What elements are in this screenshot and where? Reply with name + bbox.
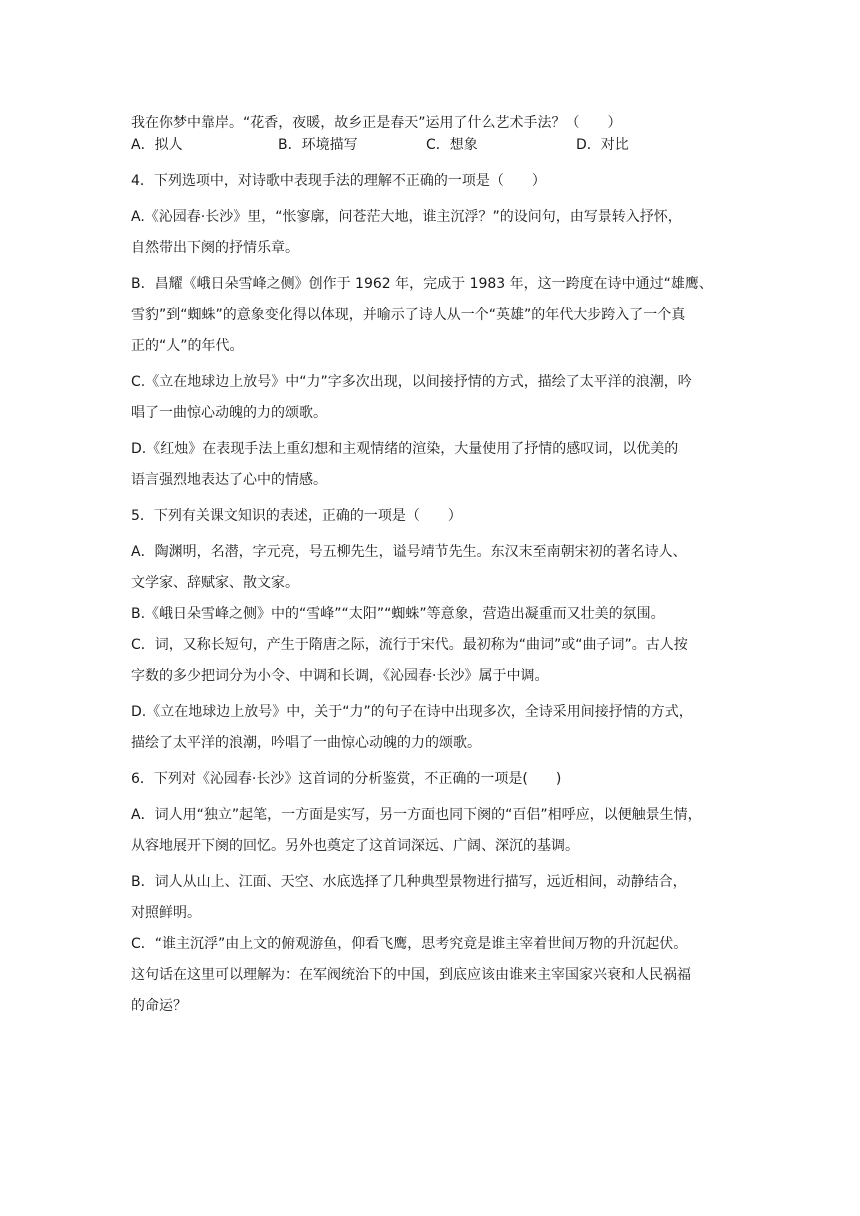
question-4-option-c-line-2: 唱了一曲惊心动魄的力的颂歌。 xyxy=(131,405,327,421)
document-page xyxy=(131,112,729,1017)
question-5-option-a-line-1: A．陶渊明，名潜，字元亮，号五柳先生，谥号靖节先生。东汉末至南朝宋初的著名诗人、 xyxy=(131,544,687,560)
question-4-option-a-line-1: A.《沁园春·长沙》里，“怅寥廓，问苍茫大地，谁主沉浮？”的设问句，由写景转入抒怀， xyxy=(131,209,682,225)
option-d: D．对比 xyxy=(576,137,629,153)
question-6-stem: 6．下列对《沁园春·长沙》这首词的分析鉴赏，不正确的一项是( ) xyxy=(131,771,562,787)
question-5-option-c-line-2: 字数的多少把词分为小令、中调和长调，《沁园春·长沙》属于中调。 xyxy=(131,668,549,684)
question-5-option-a-line-2: 文学家、辞赋家、散文家。 xyxy=(131,575,299,591)
question-5-option-d-line-1: D.《立在地球边上放号》中，关于“力”的句子在诗中出现多次，全诗采用间接抒情的方式， xyxy=(131,704,693,720)
question-6-option-a-line-2: 从容地展开下阕的回忆。另外也奠定了这首词深远、广阔、深沉的基调。 xyxy=(131,838,579,854)
question-6-option-c-line-1: C．“谁主沉浮”由上文的俯观游鱼，仰看飞鹰，思考究竟是谁主宰着世间万物的升沉起伏。 xyxy=(131,936,688,952)
option-c: C．想象 xyxy=(426,137,478,153)
option-b: B．环境描写 xyxy=(278,137,358,153)
question-6-option-b-line-2: 对照鲜明。 xyxy=(131,905,201,921)
question-6-option-a-line-1: A．词人用“独立”起笔，一方面是实写，另一方面也同下阕的“百侣”相呼应，以便触景生情， xyxy=(131,807,702,823)
question-5-stem: 5．下列有关课文知识的表述，正确的一项是（ ） xyxy=(131,508,462,524)
question-5-option-d-line-2: 描绘了太平洋的浪潮，吟唱了一曲惊心动魄的力的颂歌。 xyxy=(131,735,481,751)
question-6-option-c-line-3: 的命运？ xyxy=(131,998,187,1014)
question-5-option-c-line-1: C．词，又称长短句，产生于隋唐之际，流行于宋代。最初称为“曲词”或“曲子词”。古人按 xyxy=(131,637,688,653)
question-6-option-b-line-1: B．词人从山上、江面、天空、水底选择了几种典型景物进行描写，远近相间，动静结合， xyxy=(131,874,687,890)
question-4-option-a-line-2: 自然带出下阕的抒情乐章。 xyxy=(131,240,299,256)
question-3-options xyxy=(131,134,729,156)
question-4-option-b-line-2: 雪豹”到“蜘蛛”的意象变化得以体现，并喻示了诗人从一个“英雄”的年代大步跨入了一个真 xyxy=(131,307,686,323)
question-5-option-b-line-1: B.《峨日朵雪峰之侧》中的“雪峰”“太阳”“蜘蛛”等意象，营造出凝重而又壮美的氛围。 xyxy=(131,606,665,622)
question-4-option-b-line-1: B．昌耀《峨日朵雪峰之侧》创作于 1962 年，完成于 1983 年，这一跨度在诗中通过“雄鹰、 xyxy=(131,276,713,292)
question-4-option-d-line-2: 语言强烈地表达了心中的情感。 xyxy=(131,472,327,488)
question-4-option-d-line-1: D.《红烛》在表现手法上重幻想和主观情绪的渲染，大量使用了抒情的感叹词，以优美的 xyxy=(131,441,679,457)
question-6-option-c-line-2: 这句话在这里可以理解为：在军阀统治下的中国，到底应该由谁来主宰国家兴衰和人民祸福 xyxy=(131,967,691,983)
question-4-stem: 4．下列选项中，对诗歌中表现手法的理解不正确的一项是（ ） xyxy=(131,173,546,189)
question-3-stem-tail: 我在你梦中靠岸。“花香，夜暖，故乡正是春天”运用了什么艺术手法？（ ） xyxy=(131,115,622,131)
question-4-option-b-line-3: 正的“人”的年代。 xyxy=(131,338,244,354)
option-a: A．拟人 xyxy=(131,137,183,153)
question-4-option-c-line-1: C.《立在地球边上放号》中“力”字多次出现，以间接抒情的方式，描绘了太平洋的浪潮，吟 xyxy=(131,374,692,390)
